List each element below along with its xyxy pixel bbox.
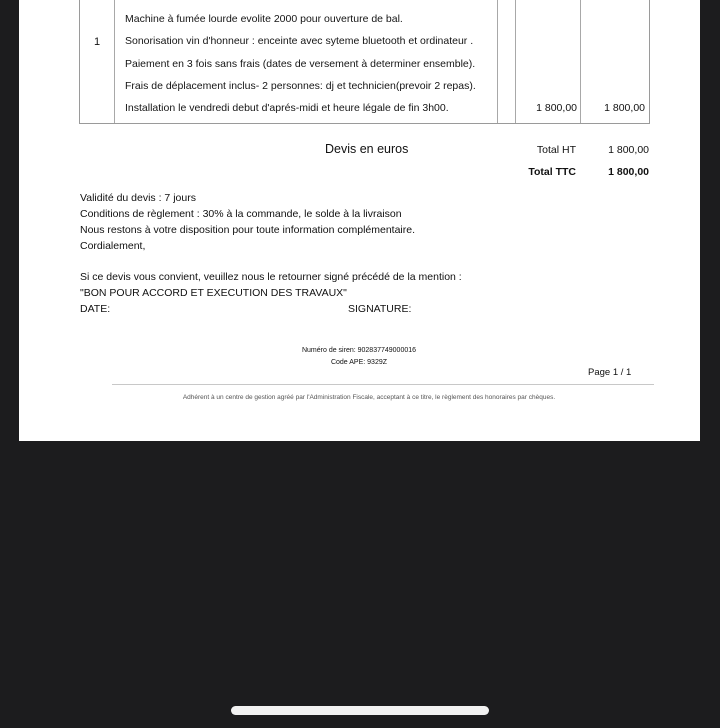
table-column-divider [497, 0, 498, 123]
quote-currency-title: Devis en euros [325, 142, 409, 156]
acceptance-instruction: Si ce devis vous convient, veuillez nous le retourner signé précédé de la mention : [80, 271, 462, 283]
quote-items-table [79, 0, 650, 124]
footer-legal-text: Adhérent à un centre de gestion agréé par l'Administration Fiscale, acceptant à ce titre, le règlement des honoraires par chèques. [182, 394, 556, 401]
info-statement: Nous restons à votre disposition pour toute information complémentaire. [80, 224, 416, 236]
total-ttc-value: 1 800,00 [608, 166, 649, 178]
page-number: Page 1 / 1 [588, 367, 632, 378]
total-ht-label: Total HT [536, 144, 576, 156]
date-label: DATE: [80, 303, 111, 315]
quote-validity: Validité du devis : 7 jours [80, 192, 196, 204]
signature-label: SIGNATURE: [348, 303, 412, 315]
table-column-divider [114, 0, 115, 123]
total-ht-value: 1 800,00 [608, 144, 649, 156]
item-description-line: Frais de déplacement inclus- 2 personnes: dj et technicien(prevoir 2 repas). [125, 80, 476, 92]
home-indicator[interactable] [231, 706, 489, 715]
footer-divider [112, 384, 654, 385]
acceptance-mention: "BON POUR ACCORD ET EXECUTION DES TRAVAUX" [80, 287, 347, 299]
item-description-line: Installation le vendredi debut d'aprés-midi et heure légale de fin 3h00. [125, 102, 449, 114]
total-ttc-label: Total TTC [528, 166, 576, 178]
siren-number: Numéro de siren: 902837749000016 [301, 347, 417, 354]
item-description-line: Sonorisation vin d'honneur : enceinte avec syteme bluetooth et ordinateur . [125, 35, 474, 47]
item-description-line: Machine à fumée lourde evolite 2000 pour ouverture de bal. [125, 13, 403, 25]
payment-conditions: Conditions de règlement : 30% à la commande, le solde à la livraison [80, 208, 402, 220]
item-quantity: 1 [94, 36, 101, 48]
item-description-line: Paiement en 3 fois sans frais (dates de versement à determiner ensemble). [125, 58, 476, 70]
closing-greeting: Cordialement, [80, 240, 146, 252]
table-column-divider [580, 0, 581, 123]
ape-code: Code APE: 9329Z [330, 359, 388, 366]
document-page[interactable] [19, 0, 700, 441]
item-line-total: 1 800,00 [604, 102, 645, 114]
table-column-divider [515, 0, 516, 123]
item-unit-price: 1 800,00 [536, 102, 577, 114]
